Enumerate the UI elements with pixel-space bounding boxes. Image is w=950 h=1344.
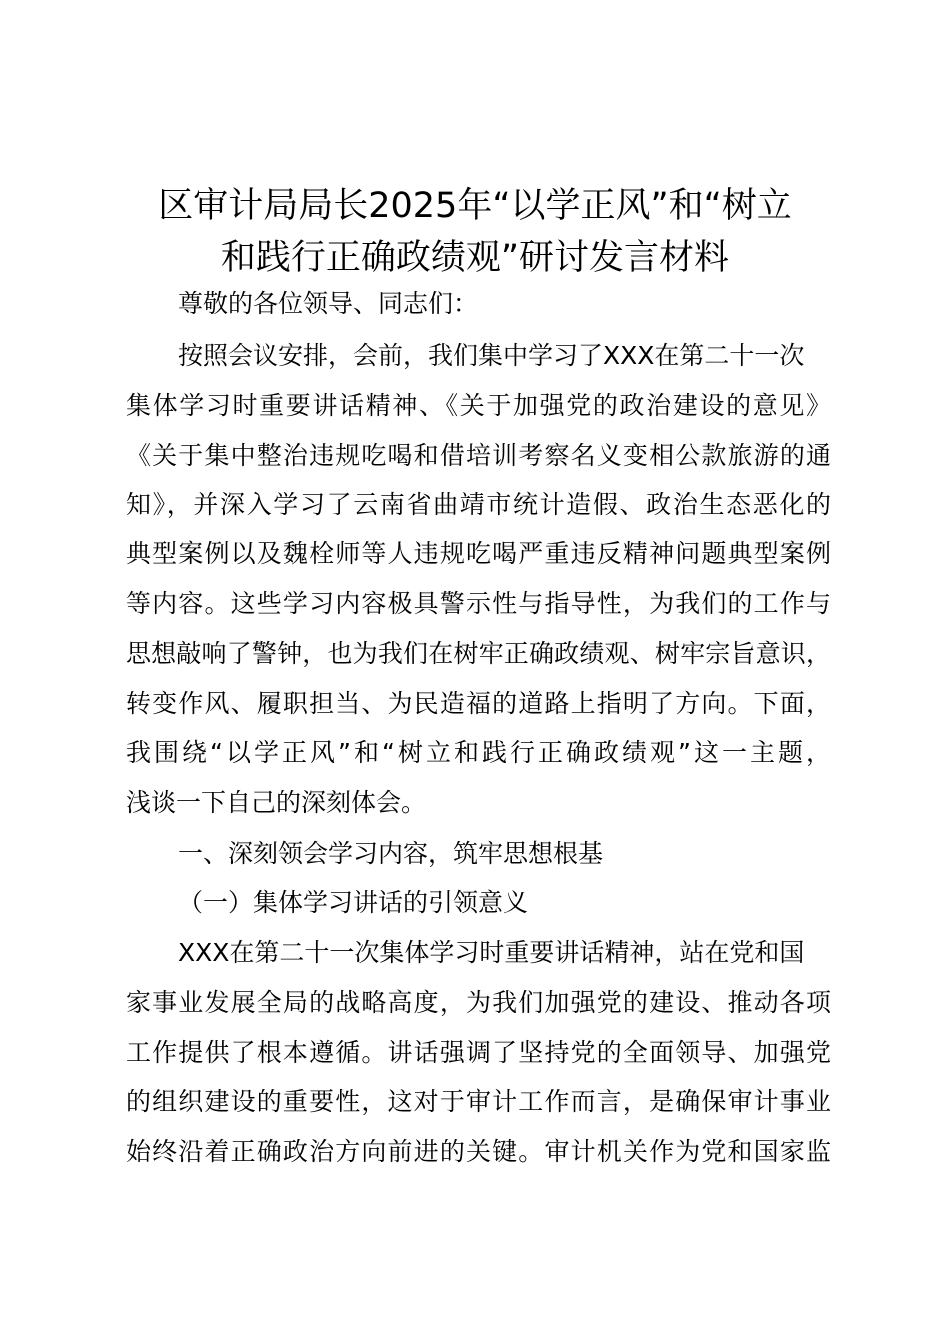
paragraph-2-line-3: 工作提供了根本遵循。讲话强调了坚持党的全面领导、加强党 (126, 1038, 831, 1067)
paragraph-2-line-2: 家事业发展全局的战略高度，为我们加强党的建设、推动各项 (126, 988, 831, 1017)
paragraph-2-line-1: XXX在第二十一次集体学习时重要讲话精神，站在党和国 (178, 938, 805, 967)
paragraph-1-line-6: 等内容。这些学习内容极具警示性与指导性，为我们的工作与 (126, 589, 831, 618)
paragraph-1-line-10: 浅谈一下自己的深刻体会。 (126, 788, 427, 817)
paragraph-2-line-4: 的组织建设的重要性，这对于审计工作而言，是确保审计事业 (126, 1087, 831, 1116)
paragraph-1-line-1: 按照会议安排，会前，我们集中学习了XXX在第二十一次 (178, 341, 805, 370)
paragraph-1-line-3: 《关于集中整治违规吃喝和借培训考察名义变相公款旅游的通 (126, 441, 831, 470)
paragraph-1-line-5: 典型案例以及魏栓师等人违规吃喝严重违反精神问题典型案例 (126, 539, 831, 568)
paragraph-1-line-4: 知》，并深入学习了云南省曲靖市统计造假、政治生态恶化的 (126, 490, 831, 519)
paragraph-2-line-5: 始终沿着正确政治方向前进的关键。审计机关作为党和国家监 (126, 1137, 831, 1166)
salutation: 尊敬的各位领导、同志们： (178, 289, 479, 318)
document-title-line-1: 区审计局局长2025年“以学正风”和“树立 (158, 186, 792, 226)
section-heading-1: 一、深刻领会学习内容，筑牢思想根基 (178, 839, 604, 868)
paragraph-1-line-9: 我围绕“以学正风”和“树立和践行正确政绩观”这一主题， (126, 738, 831, 767)
subsection-heading-1-1: （一）集体学习讲话的引领意义 (178, 888, 529, 917)
paragraph-1-line-2: 集体学习时重要讲话精神、《关于加强党的政治建设的意见》 (126, 391, 831, 420)
paragraph-1-line-8: 转变作风、履职担当、为民造福的道路上指明了方向。下面， (126, 689, 831, 718)
document-title-line-2: 和践行正确政绩观”研讨发言材料 (220, 238, 730, 278)
paragraph-1-line-7: 思想敲响了警钟，也为我们在树牢正确政绩观、树牢宗旨意识， (126, 639, 831, 668)
